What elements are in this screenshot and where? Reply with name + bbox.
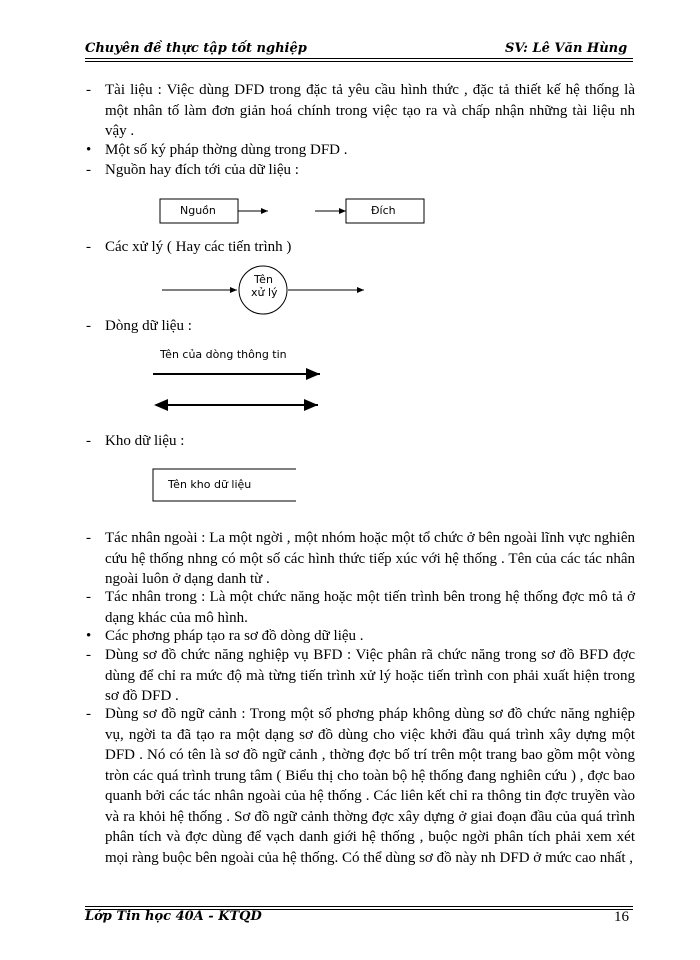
item-marker: - <box>86 530 91 546</box>
paragraph-so-do-ngu-canh: Dùng sơ đồ ngữ cảnh : Trong một số phơng pháp không dùng sơ đồ chức năng nghiệp vụ, ngời ta đã tạo ra một dạng sơ đồ dùng cho việc khởi đầu quá trình xây dựng một DFD . Nó có tên là sơ đồ ngữ cảnh , thờng đợc bố trí trên một trang bao gồm một vòng tròn các quá trình trung tâm ( Biểu thị cho toàn bộ hệ thống đang nghiên cứu ) , đợc bao quanh bởi các tác nhân ngoài của hệ thống . Các liên kết chỉ ra thông tin đợc truyền vào và ra khỏi hệ thống . Sơ đồ ngữ cảnh thờng đợc xây dựng ở giai đoạn đầu của quá trình phân tích và đợc dùng để vạch danh giới hệ thống , buộc ngời phân tích phải xem xét mọi ràng buộc bên ngoài của hệ thống. Có thể dùng sơ đồ này nh DFD ở mức cao nhất , <box>105 706 635 866</box>
item-marker: - <box>86 433 91 449</box>
store-label: Tên kho dữ liệu <box>168 478 252 491</box>
item-marker: - <box>86 82 91 98</box>
header-left: Chuyên đề thực tập tốt nghiệp <box>85 41 307 56</box>
paragraph-bfd: Dùng sơ đồ chức năng nghiệp vụ BFD : Việc phân rã chức năng trong sơ đồ BFD đợc dùng để chỉ ra mức độ mà từng tiến trình xử lý hoặc tiến trình con phải xuất hiện trong sơ đồ DFD . <box>105 647 635 704</box>
header-right: SV: Lê Văn Hùng <box>505 41 628 56</box>
flow-label: Tên của dòng thông tin <box>160 348 287 361</box>
label-nguon-dich: Nguồn hay đích tới của dữ liệu : <box>105 162 299 178</box>
item-marker: • <box>86 142 92 158</box>
footer-left: Lớp Tin học 40A - KTQD <box>85 909 262 924</box>
item-marker: - <box>86 162 91 178</box>
paragraph-tac-nhan-ngoai: Tác nhân ngoài : La một ngời , một nhóm hoặc một tổ chức ở bên ngoài lĩnh vực nghiên cứu hệ thống nhng có một số các hình thức tiếp xúc với hệ thống . Tên của các tác nhân ngoài luôn ở dạng danh từ . <box>105 530 635 587</box>
item-marker: - <box>86 647 91 663</box>
item-marker: - <box>86 239 91 255</box>
item-marker: - <box>86 318 91 334</box>
label-kho-du-lieu: Kho dữ liệu : <box>105 433 185 449</box>
item-marker: - <box>86 706 91 722</box>
item-marker: - <box>86 589 91 605</box>
process-label-line2: xử lý <box>251 286 278 299</box>
footer-rule <box>85 906 633 907</box>
page-number: 16 <box>614 909 629 925</box>
paragraph-tac-nhan-trong: Tác nhân trong : Là một chức năng hoặc một tiến trình bên trong hệ thống đợc mô tả ở dạng khác của mô hình. <box>105 589 635 626</box>
item-marker: • <box>86 628 92 644</box>
heading-ky-phap: Một số ký pháp thờng dùng trong DFD . <box>105 142 348 158</box>
source-label: Nguồn <box>180 204 216 217</box>
paragraph-tai-lieu: Tài liệu : Việc dùng DFD trong đặc tả yêu cầu hình thức , đặc tả thiết kế hệ thống là một nhân tố làm đơn giản hoá chính trong việc tạo ra và chấp nhận những tài liệu nh vậy . <box>105 82 635 139</box>
heading-phuong-phap: Các phơng pháp tạo ra sơ đồ dòng dữ liệu . <box>105 628 364 644</box>
label-xu-ly: Các xử lý ( Hay các tiến trình ) <box>105 239 292 255</box>
label-dong-du-lieu: Dòng dữ liệu : <box>105 318 192 334</box>
process-label-line1: Tên <box>254 273 273 286</box>
destination-label: Đích <box>371 204 396 217</box>
